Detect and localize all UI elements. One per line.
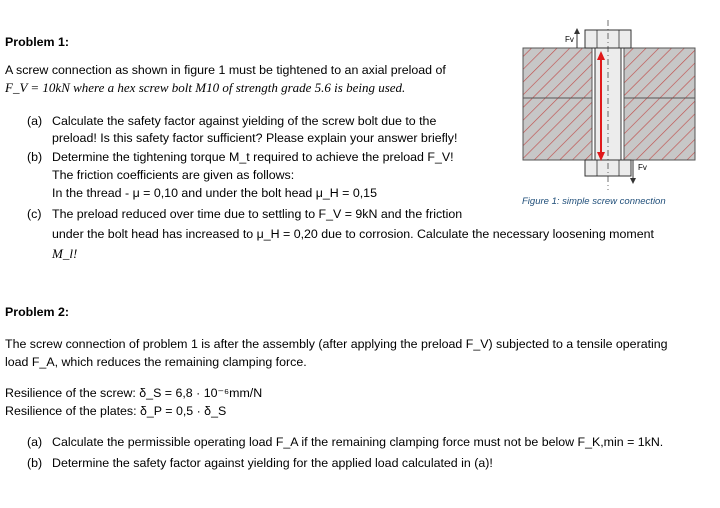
problem2-resilience-plates: Resilience of the plates: δ_P = 0,5 · δ_S <box>5 404 227 418</box>
problem2-b-line1: Determine the safety factor against yielding for the applied load calculated in (a)! <box>52 456 493 470</box>
problem1-heading: Problem 1: <box>5 35 70 49</box>
problem1-a-line2: preload! Is this safety factor sufficient? Please explain your answer briefly! <box>52 131 458 145</box>
problem2-b-label: (b) <box>27 456 43 470</box>
problem2-intro-line2: load F_A, which reduces the remaining clamping force. <box>5 355 307 369</box>
figure-caption: Figure 1: simple screw connection <box>522 196 666 207</box>
problem1-c-line1: The preload reduced over time due to settling to F_V = 9kN and the friction <box>52 207 463 221</box>
problem1-b-label: (b) <box>27 150 43 164</box>
problem1-intro-line2: F_V = 10kN where a hex screw bolt M10 of strength grade 5.6 is being used. <box>5 80 406 95</box>
force-label-top: Fv <box>565 35 574 44</box>
problem1-b-line1: Determine the tightening torque M_t required to achieve the preload F_V! <box>52 150 454 164</box>
problem1-c-line2: under the bolt head has increased to μ_H = 0,20 due to corrosion. Calculate the necessary loosening moment <box>52 227 654 241</box>
problem2-heading: Problem 2: <box>5 305 70 319</box>
problem2-a-label: (a) <box>27 435 43 449</box>
problem2-intro-line1: The screw connection of problem 1 is after the assembly (after applying the preload F_V) subjected to a tensile operating <box>5 337 668 351</box>
problem1-a-line1: Calculate the safety factor against yielding of the screw bolt due to the <box>52 114 437 128</box>
problem1-b-line2: The friction coefficients are given as follows: <box>52 168 295 182</box>
problem2-a-line1: Calculate the permissible operating load F_A if the remaining clamping force must not be below F_K,min = 1kN. <box>52 435 664 449</box>
problem1-a-label: (a) <box>27 114 43 128</box>
problem1-b-line3: In the thread - μ = 0,10 and under the bolt head μ_H = 0,15 <box>52 186 377 200</box>
force-label-bottom: Fv <box>638 163 647 172</box>
problem1-intro-line1: A screw connection as shown in figure 1 must be tightened to an axial preload of <box>5 63 446 77</box>
problem1-c-line3: M_l! <box>52 246 78 261</box>
screw-connection-figure <box>521 20 697 196</box>
problem2-resilience-screw: Resilience of the screw: δ_S = 6,8 · 10⁻⁶mm/N <box>5 386 263 400</box>
problem1-c-label: (c) <box>27 207 42 221</box>
